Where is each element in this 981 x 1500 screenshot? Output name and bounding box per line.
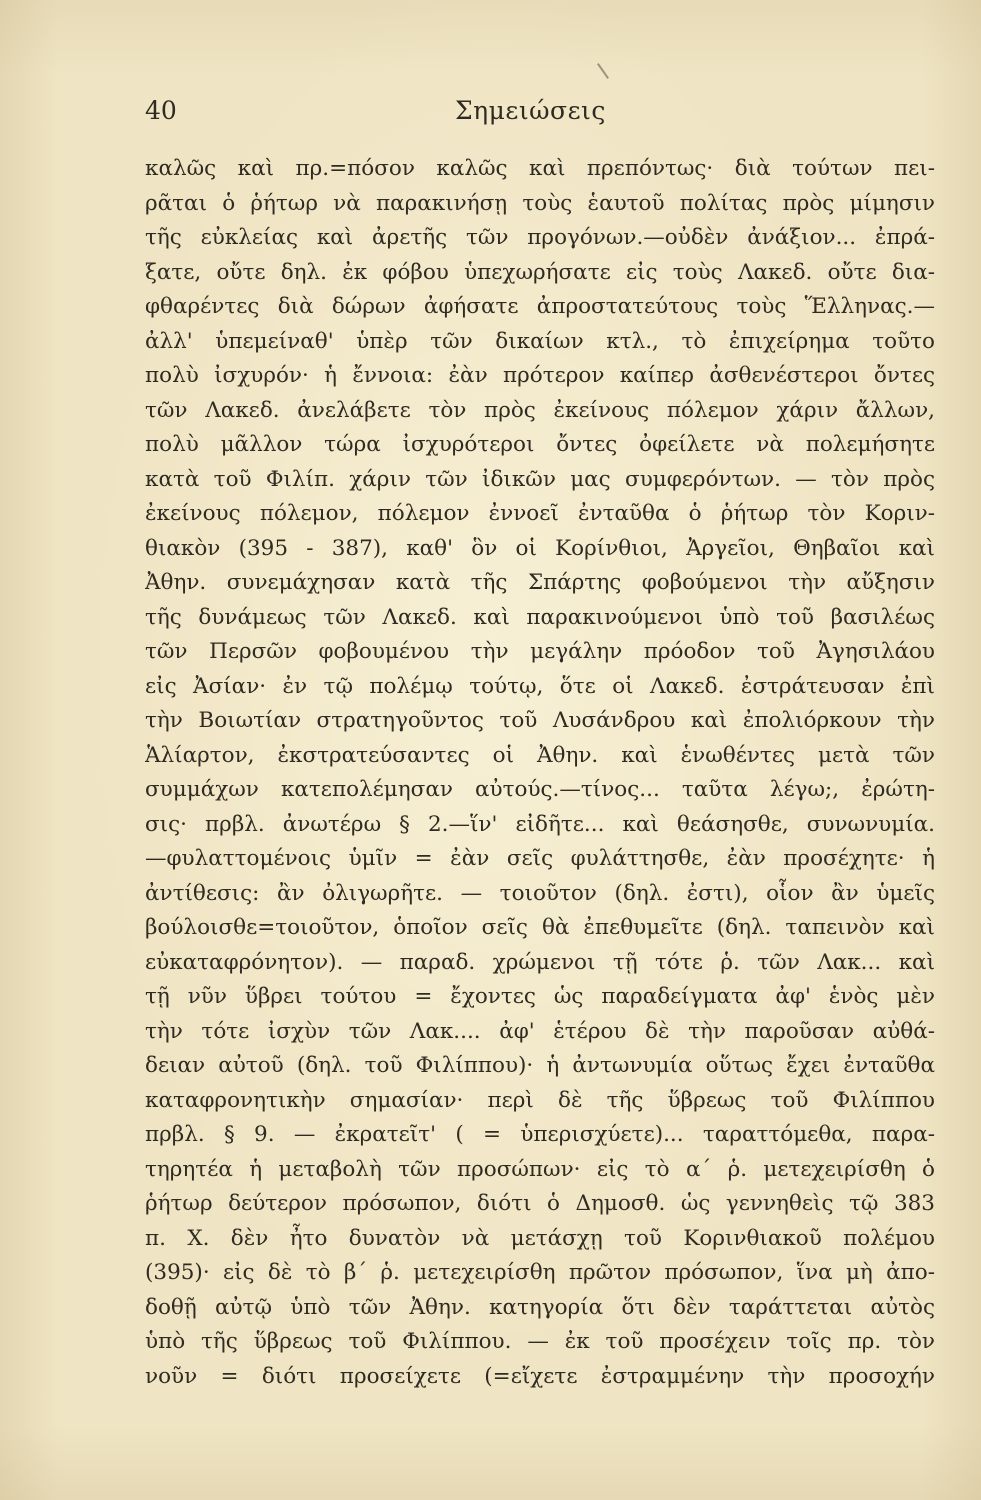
text-line: ἀλλ' ὑπεμείναθ' ὑπὲρ τῶν δικαίων κτλ., τὸ ἐπιχείρημα τοῦτο: [145, 328, 935, 354]
text-line: τὴν τότε ἰσχὺν τῶν Λακ.... ἀφ' ἑτέρου δὲ τὴν παροῦσαν αὐθά-: [145, 1018, 935, 1044]
text-line: νοῦν = διότι προσείχετε (=εἴχετε ἐστραμμένην τὴν προσοχήν: [145, 1363, 935, 1389]
text-line: ὑπὸ τῆς ὕβρεως τοῦ Φιλίππου. — ἐκ τοῦ προσέχειν τοῖς πρ. τὸν: [145, 1329, 935, 1354]
text-line: ῥήτωρ δεύτερον πρόσωπον, διότι ὁ Δημοσθ. ὡς γεννηθεὶς τῷ 383: [145, 1191, 935, 1216]
text-line: σις· πρβλ. ἀνωτέρω § 2.—ἵν' εἰδῆτε... καὶ θεάσησθε, συνωνυμία.: [145, 811, 935, 837]
text-line: θιακὸν (395 - 387), καθ' ὃν οἱ Κορίνθιοι, Ἀργεῖοι, Θηβαῖοι καὶ: [145, 535, 935, 561]
text-line: φθαρέντες διὰ δώρων ἀφήσατε ἀπροστατεύτους τοὺς Ἕλληνας.—: [145, 294, 935, 319]
ink-mark: [597, 63, 609, 79]
text-line: κατὰ τοῦ Φιλίπ. χάριν τῶν ἰδικῶν μας συμφερόντων. — τὸν πρὸς: [145, 466, 935, 492]
text-line: εἰς Ἀσίαν· ἐν τῷ πολέμῳ τούτῳ, ὅτε οἱ Λακεδ. ἐστράτευσαν ἐπὶ: [145, 673, 935, 699]
text-line: τὴν Βοιωτίαν στρατηγοῦντος τοῦ Λυσάνδρου καὶ ἐπολιόρκουν τὴν: [145, 708, 935, 733]
running-title: Σημειώσεις: [455, 96, 606, 125]
text-line: ξατε, οὔτε δηλ. ἐκ φόβου ὑπεχωρήσατε εἰς τοὺς Λακεδ. οὔτε δια-: [145, 259, 935, 285]
text-line: καλῶς καὶ πρ.=πόσον καλῶς καὶ πρεπόντως· διὰ τούτων πει-: [145, 156, 935, 181]
text-line: πολὺ ἰσχυρόν· ἡ ἔννοια: ἐὰν πρότερον καίπερ ἀσθενέστεροι ὄντες: [145, 363, 935, 388]
text-line: ρᾶται ὁ ῥήτωρ νὰ παρακινήσῃ τοὺς ἑαυτοῦ πολίτας πρὸς μίμησιν: [145, 190, 935, 216]
text-line: Ἀθην. συνεμάχησαν κατὰ τῆς Σπάρτης φοβούμενοι τὴν αὔξησιν: [145, 570, 935, 595]
text-line: π. Χ. δὲν ἦτο δυνατὸν νὰ μετάσχῃ τοῦ Κορινθιακοῦ πολέμου: [145, 1225, 935, 1251]
text-line: συμμάχων κατεπολέμησαν αὐτούς.—τίνος... ταῦτα λέγω;, ἐρώτη-: [145, 777, 935, 802]
text-line: (395)· εἰς δὲ τὸ β΄ ῥ. μετεχειρίσθη πρῶτον πρόσωπον, ἵνα μὴ ἀπο-: [145, 1260, 935, 1285]
text-line: τηρητέα ἡ μεταβολὴ τῶν προσώπων· εἰς τὸ α΄ ῥ. μετεχειρίσθη ὁ: [145, 1156, 935, 1182]
text-line: τῇ νῦν ὕβρει τούτου = ἔχοντες ὡς παραδείγματα ἀφ' ἑνὸς μὲν: [145, 984, 935, 1009]
text-line: ἐκείνους πόλεμον, πόλεμον ἐννοεῖ ἐνταῦθα ὁ ῥήτωρ τὸν Κοριν-: [145, 501, 935, 526]
text-line: δειαν αὐτοῦ (δηλ. τοῦ Φιλίππου)· ἡ ἀντωνυμία οὕτως ἔχει ἐνταῦθα: [145, 1053, 935, 1078]
text-line: Ἁλίαρτον, ἐκστρατεύσαντες οἱ Ἀθην. καὶ ἑνωθέντες μετὰ τῶν: [145, 742, 935, 768]
text-line: βούλοισθε=τοιοῦτον, ὁποῖον σεῖς θὰ ἐπεθυμεῖτε (δηλ. ταπεινὸν καὶ: [145, 915, 935, 940]
text-line: ἀντίθεσις: ἂν ὀλιγωρῆτε. — τοιοῦτον (δηλ. ἐστι), οἷον ἂν ὑμεῖς: [145, 880, 935, 906]
text-line: πολὺ μᾶλλον τώρα ἰσχυρότεροι ὄντες ὀφείλετε νὰ πολεμήσητε: [145, 432, 935, 457]
text-line: δοθῇ αὐτῷ ὑπὸ τῶν Ἀθην. κατηγορία ὅτι δὲν ταράττεται αὐτὸς: [145, 1294, 935, 1320]
text-line: τῶν Λακεδ. ἀνελάβετε τὸν πρὸς ἐκείνους πόλεμον χάριν ἄλλων,: [145, 397, 935, 423]
page-header: [145, 96, 851, 132]
text-line: εὐκαταφρόνητον). — παραδ. χρώμενοι τῇ τότε ῥ. τῶν Λακ... καὶ: [145, 949, 935, 975]
body-text: [145, 152, 935, 1394]
text-line: τῆς δυνάμεως τῶν Λακεδ. καὶ παρακινούμενοι ὑπὸ τοῦ βασιλέως: [145, 604, 935, 630]
text-line: καταφρονητικὴν σημασίαν· περὶ δὲ τῆς ὕβρεως τοῦ Φιλίππου: [145, 1087, 935, 1113]
page-number: 40: [145, 96, 177, 125]
text-line: —φυλαττομένοις ὑμῖν = ἐὰν σεῖς φυλάττησθε, ἐὰν προσέχητε· ἡ: [145, 846, 935, 871]
text-line: πρβλ. § 9. — ἐκρατεῖτ' ( = ὑπερισχύετε)... ταραττόμεθα, παρα-: [145, 1122, 935, 1147]
text-line: τῆς εὐκλείας καὶ ἀρετῆς τῶν προγόνων.—οὐδὲν ἀνάξιον... ἐπρά-: [145, 225, 935, 250]
text-line: τῶν Περσῶν φοβουμένου τὴν μεγάλην πρόοδον τοῦ Ἀγησιλάου: [145, 639, 935, 664]
